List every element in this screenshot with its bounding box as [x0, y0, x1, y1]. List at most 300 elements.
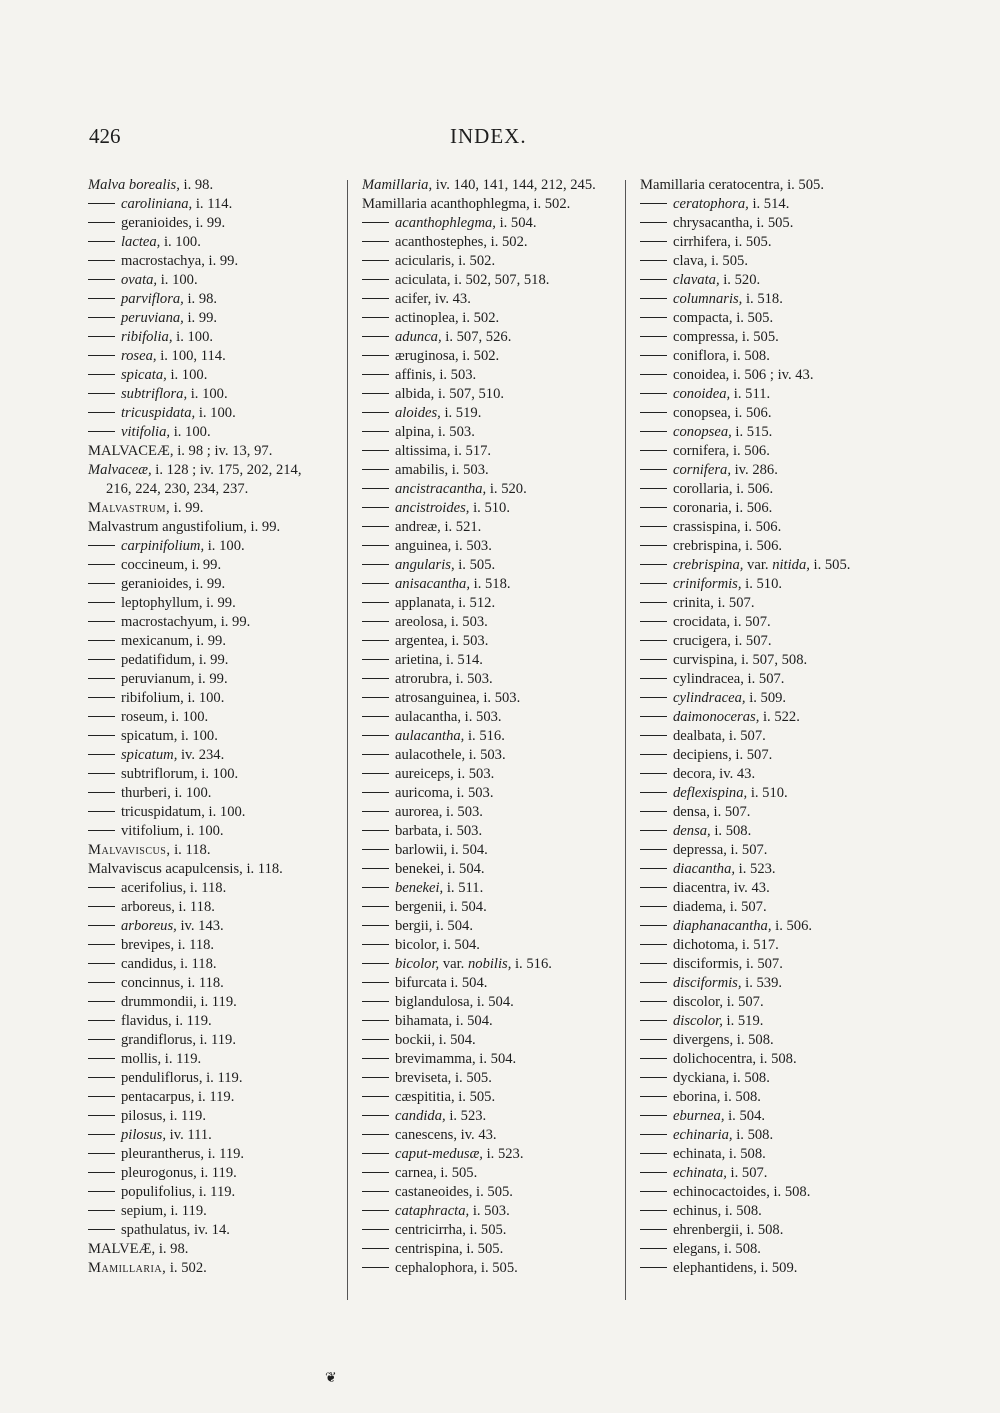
index-entry	[640, 252, 940, 271]
entry-name: ancistroides,	[395, 500, 470, 516]
entry-name: bicolor, i. 504.	[395, 937, 480, 953]
ditto-dash	[88, 602, 115, 603]
ditto-dash	[362, 298, 389, 299]
index-entry	[88, 1031, 358, 1050]
entry-name: angularis,	[395, 557, 455, 573]
entry-reference: i. 98.	[179, 177, 214, 193]
ditto-dash	[640, 279, 667, 280]
entry-name: mexicanum, i. 99.	[121, 633, 226, 649]
index-entry	[362, 1107, 624, 1126]
entry-reference: i. 114.	[192, 196, 233, 212]
entry-name: breviseta, i. 505.	[395, 1070, 492, 1086]
ditto-dash	[640, 1172, 667, 1173]
index-entry	[88, 1107, 358, 1126]
entry-name: conoidea, i. 506 ; iv. 43.	[673, 367, 814, 383]
ditto-dash	[362, 374, 389, 375]
entry-name: chrysacantha, i. 505.	[673, 215, 794, 231]
ditto-dash	[640, 1115, 667, 1116]
ditto-dash	[88, 792, 115, 793]
entry-name: concinnus, i. 118.	[121, 975, 224, 991]
entry-name: barbata, i. 503.	[395, 823, 483, 839]
entry-name: conopsea, i. 506.	[673, 405, 772, 421]
entry-name: deflexispina,	[673, 785, 748, 801]
index-entry	[362, 1050, 624, 1069]
index-entry	[88, 575, 358, 594]
index-entry	[88, 594, 358, 613]
index-entry	[640, 1107, 940, 1126]
index-entry	[88, 1221, 358, 1240]
index-entry	[362, 1164, 624, 1183]
index-entry	[88, 765, 358, 784]
index-entry	[88, 1126, 358, 1145]
index-entry	[362, 936, 624, 955]
entry-name: crocidata, i. 507.	[673, 614, 771, 630]
index-entry	[88, 480, 358, 499]
index-entry	[88, 803, 358, 822]
ditto-dash	[362, 640, 389, 641]
ditto-dash	[88, 925, 115, 926]
index-entry	[640, 822, 940, 841]
entry-name: alpina, i. 503.	[395, 424, 475, 440]
ditto-dash	[362, 279, 389, 280]
index-entry	[88, 727, 358, 746]
index-entry	[88, 366, 358, 385]
ditto-dash	[362, 1210, 389, 1211]
ditto-dash	[88, 1001, 115, 1002]
ditto-dash	[88, 640, 115, 641]
entry-name: leptophyllum, i. 99.	[121, 595, 236, 611]
ditto-dash	[640, 1191, 667, 1192]
ditto-dash	[362, 830, 389, 831]
ditto-dash	[640, 374, 667, 375]
entry-name: densa, i. 507.	[673, 804, 751, 820]
index-entry	[88, 1069, 358, 1088]
index-entry	[362, 575, 624, 594]
ditto-dash	[88, 412, 115, 413]
index-entry	[640, 993, 940, 1012]
index-column-1	[88, 176, 358, 1278]
index-entry	[362, 860, 624, 879]
entry-name: auricoma, i. 503.	[395, 785, 494, 801]
bottom-ornament: ❦	[325, 1371, 337, 1386]
index-entry	[88, 860, 358, 879]
index-entry	[88, 176, 358, 195]
index-entry	[640, 708, 940, 727]
index-entry	[88, 385, 358, 404]
entry-name: MALVACEÆ, i. 98 ; iv. 13, 97.	[88, 443, 273, 459]
index-entry	[640, 784, 940, 803]
index-entry	[88, 955, 358, 974]
entry-reference: i. 100.	[195, 405, 236, 421]
entry-name: flavidus, i. 119.	[121, 1013, 212, 1029]
ditto-dash	[362, 222, 389, 223]
entry-name: barlowii, i. 504.	[395, 842, 488, 858]
entry-name: macrostachya, i. 99.	[121, 253, 239, 269]
entry-name: brevipes, i. 118.	[121, 937, 215, 953]
entry-name: Malvaceæ,	[88, 462, 152, 478]
index-entry	[362, 271, 624, 290]
index-entry	[88, 898, 358, 917]
entry-variety: nobilis,	[467, 956, 512, 972]
index-entry	[88, 651, 358, 670]
entry-name: areolosa, i. 503.	[395, 614, 488, 630]
ditto-dash	[640, 887, 667, 888]
entry-reference: i. 523.	[735, 861, 776, 877]
entry-name: elephantidens, i. 509.	[673, 1260, 798, 1276]
index-entry	[88, 708, 358, 727]
ditto-dash	[362, 336, 389, 337]
entry-reference: i. 507, 526.	[441, 329, 512, 345]
index-entry	[88, 1202, 358, 1221]
entry-name: mollis, i. 119.	[121, 1051, 202, 1067]
index-entry	[640, 385, 940, 404]
index-entry	[362, 955, 624, 974]
entry-name: actinoplea, i. 502.	[395, 310, 500, 326]
ditto-dash	[362, 1039, 389, 1040]
index-entry	[362, 1183, 624, 1202]
ditto-dash	[640, 735, 667, 736]
index-entry	[362, 1259, 624, 1278]
index-entry	[640, 1240, 940, 1259]
ditto-dash	[88, 1153, 115, 1154]
index-entry	[640, 480, 940, 499]
index-entry	[640, 537, 940, 556]
entry-name: sepium, i. 119.	[121, 1203, 207, 1219]
ditto-dash	[88, 1077, 115, 1078]
index-entry	[640, 575, 940, 594]
index-entry	[88, 1164, 358, 1183]
entry-reference: i. 539.	[741, 975, 783, 991]
entry-name: spicatum,	[121, 747, 178, 763]
entry-name: altissima, i. 517.	[395, 443, 492, 459]
entry-name: macrostachyum, i. 99.	[121, 614, 251, 630]
ditto-dash	[640, 1229, 667, 1230]
entry-name: candidus, i. 118.	[121, 956, 217, 972]
index-entry	[640, 1126, 940, 1145]
ditto-dash	[640, 792, 667, 793]
ditto-dash	[362, 355, 389, 356]
index-entry	[88, 195, 358, 214]
entry-name: Mamillaria ceratocentra, i. 505.	[640, 177, 824, 193]
index-entry	[640, 860, 940, 879]
entry-name: bicolor,	[395, 956, 440, 972]
entry-name: Malvastrum,	[88, 500, 171, 516]
ditto-dash	[640, 849, 667, 850]
entry-name: pilosus,	[121, 1127, 167, 1143]
ditto-dash	[88, 241, 115, 242]
index-entry	[640, 290, 940, 309]
ditto-dash	[362, 792, 389, 793]
index-entry	[362, 461, 624, 480]
index-entry	[88, 271, 358, 290]
entry-name: thurberi, i. 100.	[121, 785, 212, 801]
ditto-dash	[88, 1229, 115, 1230]
index-entry	[362, 499, 624, 518]
entry-reference: i. 99.	[183, 310, 218, 326]
index-entry	[88, 1050, 358, 1069]
ditto-dash	[362, 1248, 389, 1249]
entry-name: spicatum, i. 100.	[121, 728, 218, 744]
entry-name: Malva borealis,	[88, 177, 180, 193]
ditto-dash	[88, 1115, 115, 1116]
index-entry	[362, 651, 624, 670]
entry-name: dyckiana, i. 508.	[673, 1070, 770, 1086]
ditto-dash	[88, 374, 115, 375]
index-entry	[88, 1259, 358, 1278]
entry-name: disciformis, i. 507.	[673, 956, 783, 972]
ditto-dash	[88, 982, 115, 983]
index-entry	[88, 442, 358, 461]
ditto-dash	[640, 811, 667, 812]
entry-reference: iv. 111.	[166, 1127, 212, 1143]
index-entry	[88, 423, 358, 442]
index-entry	[362, 537, 624, 556]
index-entry	[640, 556, 940, 575]
index-entry	[640, 1088, 940, 1107]
ditto-dash	[362, 944, 389, 945]
index-entry	[640, 195, 940, 214]
ditto-dash	[362, 507, 389, 508]
ditto-dash	[88, 298, 115, 299]
index-entry	[88, 917, 358, 936]
entry-name: brevimamma, i. 504.	[395, 1051, 517, 1067]
entry-reference: i. 100.	[204, 538, 245, 554]
entry-name: spathulatus, iv. 14.	[121, 1222, 230, 1238]
index-entry	[640, 1031, 940, 1050]
entry-name: disciformis,	[673, 975, 742, 991]
index-entry	[362, 385, 624, 404]
entry-reference: i. 520.	[719, 272, 761, 288]
entry-name: caput-medusæ,	[395, 1146, 483, 1162]
entry-name: 216, 224, 230, 234, 237.	[106, 481, 249, 497]
entry-name: lactea,	[121, 234, 161, 250]
index-entry	[362, 1145, 624, 1164]
index-entry	[362, 974, 624, 993]
entry-name: aciculata, i. 502, 507, 518.	[395, 272, 550, 288]
entry-name: pleurogonus, i. 119.	[121, 1165, 237, 1181]
entry-name: subtriflorum, i. 100.	[121, 766, 239, 782]
index-entry	[640, 518, 940, 537]
entry-reference: i. 518.	[742, 291, 783, 307]
entry-name: depressa, i. 507.	[673, 842, 768, 858]
ditto-dash	[362, 526, 389, 527]
ditto-dash	[362, 1191, 389, 1192]
entry-name: columnaris,	[673, 291, 743, 307]
ditto-dash	[88, 811, 115, 812]
entry-reference: i. 504.	[724, 1108, 766, 1124]
index-entry	[88, 252, 358, 271]
ditto-dash	[640, 241, 667, 242]
ditto-dash	[88, 1210, 115, 1211]
entry-reference: i. 510.	[747, 785, 788, 801]
index-entry	[640, 366, 940, 385]
entry-name: pedatifidum, i. 99.	[121, 652, 229, 668]
ditto-dash	[362, 241, 389, 242]
ditto-dash	[640, 754, 667, 755]
entry-name: peruvianum, i. 99.	[121, 671, 228, 687]
index-entry	[640, 594, 940, 613]
ditto-dash	[640, 298, 667, 299]
entry-name: anisacantha,	[395, 576, 470, 592]
entry-name: centrispina, i. 505.	[395, 1241, 504, 1257]
ditto-dash	[88, 678, 115, 679]
ditto-dash	[640, 564, 667, 565]
index-entry	[362, 1221, 624, 1240]
ditto-dash	[640, 716, 667, 717]
index-entry	[640, 442, 940, 461]
index-entry	[362, 309, 624, 328]
entry-name: acanthostephes, i. 502.	[395, 234, 528, 250]
entry-name: benekei, i. 504.	[395, 861, 485, 877]
ditto-dash	[362, 1058, 389, 1059]
index-entry	[88, 461, 358, 480]
index-entry	[88, 613, 358, 632]
entry-name: compacta, i. 505.	[673, 310, 774, 326]
ditto-dash	[640, 602, 667, 603]
index-entry	[362, 689, 624, 708]
index-entry	[362, 993, 624, 1012]
index-entry	[88, 784, 358, 803]
index-entry	[640, 214, 940, 233]
ditto-dash	[362, 1153, 389, 1154]
entry-name: biglandulosa, i. 504.	[395, 994, 514, 1010]
entry-name: Malvaviscus,	[88, 842, 171, 858]
ditto-dash	[362, 678, 389, 679]
entry-name: decipiens, i. 507.	[673, 747, 773, 763]
entry-name: elegans, i. 508.	[673, 1241, 761, 1257]
entry-reference: i. 510.	[469, 500, 510, 516]
entry-name: cæspititia, i. 505.	[395, 1089, 496, 1105]
ditto-dash	[640, 583, 667, 584]
index-entry	[88, 328, 358, 347]
index-entry	[362, 290, 624, 309]
index-entry	[362, 898, 624, 917]
ditto-dash	[88, 754, 115, 755]
index-entry	[88, 556, 358, 575]
entry-name: Malvastrum angustifolium, i. 99.	[88, 519, 281, 535]
entry-name: crebrispina, i. 506.	[673, 538, 783, 554]
index-entry	[88, 822, 358, 841]
entry-reference: i. 98.	[183, 291, 218, 307]
ditto-dash	[362, 393, 389, 394]
index-entry	[362, 176, 624, 195]
ditto-dash	[640, 412, 667, 413]
index-entry	[362, 879, 624, 898]
entry-name: coronaria, i. 506.	[673, 500, 773, 516]
entry-name: echinocactoides, i. 508.	[673, 1184, 811, 1200]
entry-reference: i. 523.	[482, 1146, 524, 1162]
ditto-dash	[362, 583, 389, 584]
entry-name: ehrenbergii, i. 508.	[673, 1222, 784, 1238]
ditto-dash	[640, 431, 667, 432]
entry-name: divergens, i. 508.	[673, 1032, 774, 1048]
entry-name: acifer, iv. 43.	[395, 291, 471, 307]
ditto-dash	[88, 564, 115, 565]
entry-name: adunca,	[395, 329, 442, 345]
ditto-dash	[362, 754, 389, 755]
index-entry	[362, 670, 624, 689]
entry-reference: iv. 286.	[730, 462, 778, 478]
index-entry	[362, 727, 624, 746]
entry-reference: i. 519.	[440, 405, 482, 421]
entry-name: cataphracta,	[395, 1203, 470, 1219]
entry-name: aurorea, i. 503.	[395, 804, 483, 820]
entry-name: anguinea, i. 503.	[395, 538, 492, 554]
ditto-dash	[362, 735, 389, 736]
ditto-dash	[640, 1210, 667, 1211]
ditto-dash	[640, 222, 667, 223]
index-entry	[362, 594, 624, 613]
entry-name: acerifolius, i. 118.	[121, 880, 227, 896]
entry-name: dolichocentra, i. 508.	[673, 1051, 797, 1067]
index-entry	[88, 499, 358, 518]
index-entry	[640, 1221, 940, 1240]
entry-reference: i. 504.	[495, 215, 537, 231]
entry-name: pilosus, i. 119.	[121, 1108, 207, 1124]
index-entry	[88, 347, 358, 366]
entry-name: ceratophora,	[673, 196, 749, 212]
ditto-dash	[640, 1134, 667, 1135]
entry-name: coniflora, i. 508.	[673, 348, 770, 364]
entry-name: arietina, i. 514.	[395, 652, 483, 668]
entry-name: atrorubra, i. 503.	[395, 671, 493, 687]
entry-reference: i. 514.	[748, 196, 790, 212]
ditto-dash	[640, 1153, 667, 1154]
entry-reference: iv. 143.	[176, 918, 224, 934]
entry-reference: i. 100.	[160, 234, 201, 250]
entry-name: penduliflorus, i. 119.	[121, 1070, 243, 1086]
entry-reference: i. 505.	[809, 557, 851, 573]
ditto-dash	[640, 1096, 667, 1097]
entry-name: cirrhifera, i. 505.	[673, 234, 772, 250]
ditto-dash	[640, 507, 667, 508]
ditto-dash	[88, 431, 115, 432]
index-entry	[640, 423, 940, 442]
index-entry	[640, 765, 940, 784]
entry-reference: i. 510.	[741, 576, 783, 592]
entry-name: parviflora,	[121, 291, 184, 307]
ditto-dash	[362, 412, 389, 413]
ditto-dash	[88, 545, 115, 546]
entry-name: acicularis, i. 502.	[395, 253, 496, 269]
ditto-dash	[640, 621, 667, 622]
ditto-dash	[88, 1058, 115, 1059]
index-entry	[640, 499, 940, 518]
ditto-dash	[362, 811, 389, 812]
ditto-dash	[88, 1191, 115, 1192]
ditto-dash	[362, 545, 389, 546]
index-entry	[640, 176, 940, 195]
index-entry	[362, 442, 624, 461]
ditto-dash	[88, 203, 115, 204]
ditto-dash	[88, 355, 115, 356]
index-entry	[640, 1183, 940, 1202]
entry-reference: i. 100.	[187, 386, 228, 402]
entry-name: peruviana,	[121, 310, 184, 326]
entry-name: Mamillaria,	[88, 1260, 167, 1276]
entry-name: densa,	[673, 823, 711, 839]
entry-name: echinata, i. 508.	[673, 1146, 766, 1162]
ditto-dash	[362, 868, 389, 869]
entry-name: cephalophora, i. 505.	[395, 1260, 518, 1276]
entry-name: canescens, iv. 43.	[395, 1127, 497, 1143]
entry-name: clavata,	[673, 272, 720, 288]
ditto-dash	[640, 963, 667, 964]
ditto-dash	[362, 1115, 389, 1116]
entry-name: candida,	[395, 1108, 446, 1124]
entry-name: vitifolium, i. 100.	[121, 823, 224, 839]
entry-name: dichotoma, i. 517.	[673, 937, 779, 953]
